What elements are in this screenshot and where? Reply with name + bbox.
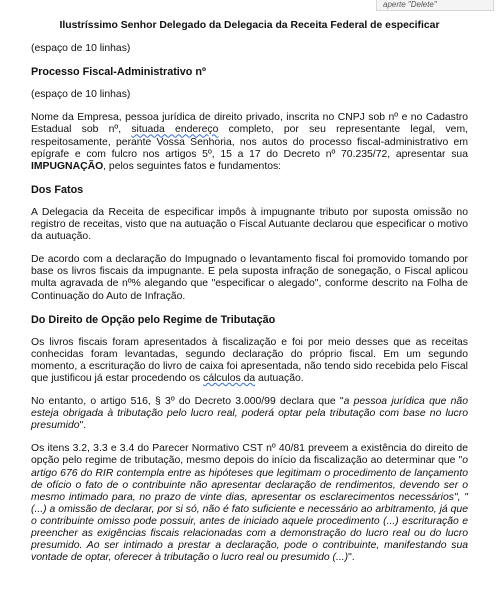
- option-p3-text-1: Os itens 3.2, 3.3 e 3.4 do Parecer Normativo CST nº 40/81 preveem a existência do direito de opção pelo regime de tributação, mesmo depois do início da fiscalização ao determinar que ": [31, 443, 468, 467]
- impugnacao-bold: IMPUGNAÇÃO: [31, 160, 104, 172]
- option-p2-text-2: ".: [79, 420, 87, 432]
- option-p2-quote: a pessoa jurídica que não esteja obrigada à tributação pelo lucro real, poderá optar pela tributação com base no lucro presumido: [31, 396, 468, 432]
- process-heading: Processo Fiscal-Administrativo nº: [31, 66, 206, 79]
- facts-paragraph-1: A Delegacia da Receita de especificar impôs à impugnante tributo por suposta omissão no registro de receitas, visto que na autuação o Fiscal Autuante declarou que especificar o motivo da autuação.: [31, 206, 468, 243]
- spellcheck-underline-2[interactable]: cálculos da: [203, 372, 256, 384]
- option-p3-quote: o artigo 676 do RIR contempla entre as hipóteses que legitimam o procedimento de lançamento de ofício o fato de o contribuinte não apresentar declaração de rendimentos, devendo ser o mesmo intimado para, no prazo de vinte dias, apresentar os esclarecimentos necessários", "(...) a omissão de declarar, por si só, não é fato suficiente e necessário ao arbitramento, já que o contribuinte omisso pode possuir, antes de iniciado aquele procedimento (...) escrituração e preencher as exigências fiscais relacionadas com a demonstração do lucro real ou do lucro presumido. Ao ser intimado a prestar a declaração, pode o contribuinte, manifestando sua vontade de optar, oferecer à tributação o lucro real ou presumido (...): [31, 455, 468, 564]
- spacer-note-1: (espaço de 10 linhas): [31, 43, 131, 55]
- intro-text-3: , pelos seguintes fatos e fundamentos:: [103, 160, 282, 172]
- option-paragraph-1: [31, 337, 468, 385]
- intro-text-2: completo, por seu representante legal, vem, respeitosamente, perante Vossa Senhoria, nos autos do processo fiscal-administrativo em epígrafe e com fulcro nos artigos 5º, 15 a 17 do Decreto nº 70.235/72, apresentar sua: [31, 124, 468, 160]
- option-p2-text-1: No entanto, o artigo 516, § 3º do Decreto 3.000/99 declara que ": [31, 396, 344, 408]
- option-paragraph-3: [31, 443, 468, 564]
- spacer-note-2: (espaço de 10 linhas): [31, 89, 131, 101]
- document-title: Ilustríssimo Senhor Delegado da Delegacia da Receita Federal de especificar: [59, 20, 440, 31]
- option-p1-text-2: autuação.: [255, 372, 304, 384]
- facts-heading: Dos Fatos: [31, 183, 84, 196]
- intro-paragraph: [31, 112, 468, 172]
- spellcheck-underline[interactable]: situada endereço: [131, 124, 219, 136]
- option-heading: Do Direito de Opção pelo Regime de Tributação: [31, 313, 276, 326]
- delete-hint: aperte "Delete": [376, 0, 494, 11]
- option-paragraph-2: [31, 396, 468, 432]
- intro-text-1: Nome da Empresa, pessoa jurídica de direito privado, inscrita no CNPJ sob nº e no Cadastro Estadual sob nº,: [31, 112, 468, 136]
- option-p1-text-1: Os livros fiscais foram apresentados à fiscalização e foi por meio desses que as receitas conhecidas foram levantadas, segundo declaração do próprio fiscal. Em um segundo momento, a escrituração do livro de caixa foi apresentada, não tendo sido recebida pelo Fiscal que justificou já estar procedendo os: [31, 336, 468, 384]
- facts-paragraph-2: De acordo com a declaração do Impugnado o levantamento fiscal foi promovido tomando por base os livros fiscais da impugnante. E pela suposta infração de sonegação, o Fiscal aplicou multa agravada de nº% alegando que "especificar o alegado", conforme descrito na Folha de Continuação do Auto de Infração.: [31, 254, 468, 302]
- document-body: [31, 20, 468, 575]
- option-p3-text-2: ".: [348, 552, 355, 564]
